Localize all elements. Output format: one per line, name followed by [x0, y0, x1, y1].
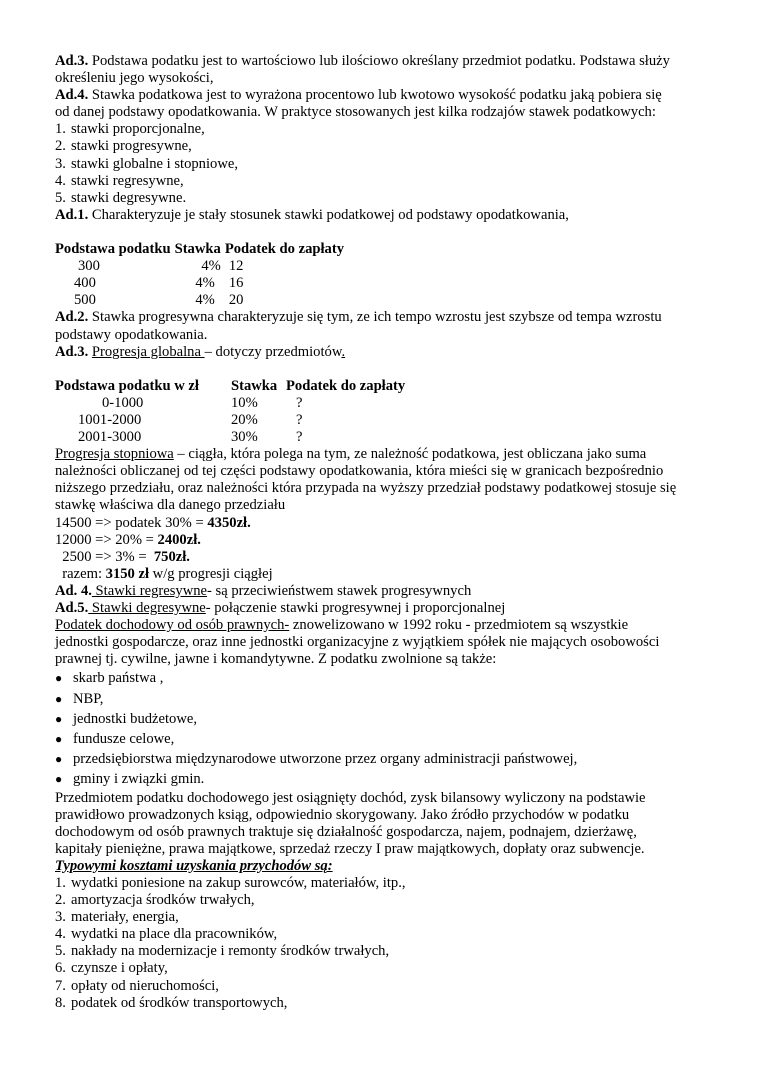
calc-line: 14500 => podatek 30% = 4350zł.	[55, 514, 251, 531]
costs-list	[55, 875, 705, 1012]
list-item: 1. wydatki poniesione na zakup surowców, materiałów, itp.,	[55, 874, 406, 891]
section-label: Ad. 4.	[55, 582, 92, 599]
section-label: Ad.3.	[55, 343, 89, 360]
ad2-line2: podstawy opodatkowania.	[55, 326, 208, 343]
ad3-line1	[55, 53, 705, 70]
section-label: Ad.4.	[55, 87, 89, 104]
term-podatek-dochodowy: Podatek dochodowy od osób prawnych-	[55, 617, 290, 634]
stopniowa-line1: Progresja stopniowa – ciągła, która polega na tym, ze należność podatkowa, jest obliczana jako suma	[55, 446, 647, 463]
term-progresja-stopniowa: Progresja stopniowa	[55, 446, 174, 463]
paragraph-text: Stawka podatkowa jest to wyrażona procentowo lub kwotowo wysokość podatku jaką pobiera się	[88, 87, 662, 104]
list-item: 4. wydatki na place dla pracowników,	[55, 926, 278, 943]
bullet-icon: ●	[55, 752, 63, 767]
list-item: 1. stawki proporcjonalne,	[55, 121, 205, 138]
section-label: Ad.5.	[55, 600, 89, 616]
bullet-icon: ●	[55, 772, 63, 787]
ad4-line1	[55, 87, 705, 104]
cit-line1: Podatek dochodowy od osób prawnych- znowelizowano w 1992 roku - przedmiotem są wszystkie	[55, 617, 629, 634]
stopniowa-line2: należności obliczanej od tej części podstawy opodatkowania, która mieści się w granicach bezpośrednio	[55, 463, 664, 480]
list-item: 6. czynsze i opłaty,	[55, 960, 168, 977]
table-header-row: Podstawa podatku Stawka Podatek do zapłaty	[55, 241, 344, 258]
paragraph-text: Podstawa podatku jest to wartościowo lub ilościowo określany przedmiot podatku. Podstawa służy	[88, 53, 670, 69]
przedmiot-line3: dochodowym od osób prawnych traktuje się działalność gospodarcza, najem, podnajem, dzierżawę,	[55, 823, 637, 840]
list-item: ● skarb państwa ,	[55, 668, 705, 688]
rate-types-list	[55, 121, 705, 206]
przedmiot-line2: prawidłowo prowadzonych ksiąg, odpowiednio skorygowany. Jako źródło przychodów w podatku	[55, 806, 630, 823]
table-row: 1001-2000 20% ?	[78, 411, 303, 428]
table-row: 0-1000 10% ?	[102, 394, 303, 411]
section-label: Ad.1.	[55, 206, 89, 223]
table-header-row: Podstawa podatku w zł Stawka Podatek do zapłaty	[55, 377, 406, 394]
bullet-icon: ●	[55, 711, 63, 726]
przedmiot-line1: Przedmiotem podatku dochodowego jest osiągnięty dochód, zysk bilansowy wyliczony na podstawie	[55, 789, 646, 806]
proportional-table	[55, 241, 344, 309]
koszty-heading: Typowymi kosztami uzyskania przychodów są:	[55, 857, 333, 874]
cit-line3: prawnej tj. cywilne, jawne i komandytywne. Z podatku zwolnione są także:	[55, 651, 497, 668]
term-progresja-globalna: Progresja globalna	[91, 343, 205, 360]
list-item: 8. podatek od środków transportowych,	[55, 994, 288, 1011]
list-item: ● fundusze celowe,	[55, 729, 705, 749]
list-item: 5. stawki degresywne.	[55, 189, 187, 206]
table-row: 300 4% 12	[78, 258, 244, 275]
list-item: ● przedsiębiorstwa międzynarodowe utworzone przez organy administracji państwowej,	[55, 749, 705, 769]
table-row: 400 4% 16	[74, 275, 244, 292]
section-label: Ad.3.	[55, 53, 89, 69]
ad3-global-line: Ad.3. Progresja globalna – dotyczy przedmiotów.	[55, 343, 346, 360]
term-stawki-degresywne: Stawki degresywne	[88, 600, 206, 616]
ad5-line: Ad.5. Stawki degresywne- połączenie stawki progresywnej i proporcjonalnej	[55, 600, 506, 616]
stopniowa-line4: stawkę właściwa dla danego przedziału	[55, 497, 286, 514]
list-item: 5. nakłady na modernizacje i remonty środków trwałych,	[55, 943, 390, 960]
ad4-line2: od danej podstawy opodatkowania. W praktyce stosowanych jest kilka rodzajów stawek podatkowych:	[55, 104, 656, 121]
list-item: 7. opłaty od nieruchomości,	[55, 977, 219, 994]
list-item: ● gminy i związki gmin.	[55, 769, 705, 789]
bullet-icon: ●	[55, 671, 63, 686]
stopniowa-line3: niższego przedziału, oraz należności która przypada na wyższy przedział podstawy podatkowej stosuje się	[55, 480, 677, 497]
document-page	[55, 53, 705, 1012]
bullet-icon: ●	[55, 691, 63, 706]
list-item: 3. materiały, energia,	[55, 909, 179, 926]
ad2-line1: Ad.2. Stawka progresywna charakteryzuje się tym, ze ich tempo wzrostu jest szybsze od tempa wzrostu	[55, 309, 662, 326]
list-item: 2. stawki progresywne,	[55, 138, 192, 155]
ad4-regresywne-line: Ad. 4. Stawki regresywne- są przeciwieństwem stawek progresywnych	[55, 582, 472, 599]
list-item: 2. amortyzacja środków trwałych,	[55, 892, 255, 909]
cit-line2: jednostki gospodarcze, oraz inne jednostki organizacyjne z wyjątkiem spółek nie mających osobowości	[55, 634, 660, 651]
list-item: ● jednostki budżetowe,	[55, 709, 705, 729]
calc-line: 12000 => 20% = 2400zł.	[55, 531, 201, 548]
progression-table	[55, 378, 405, 446]
calc-line: 2500 => 3% = 750zł.	[55, 548, 190, 565]
table-row: 500 4% 20	[74, 292, 244, 309]
przedmiot-line4: kapitały pieniężne, prawa majątkowe, sprzedaż rzeczy I praw majątkowych, dopłaty oraz subwencje.	[55, 840, 645, 857]
ad3-line2: określeniu jego wysokości,	[55, 70, 214, 87]
ad1-line: Ad.1. Charakteryzuje je stały stosunek stawki podatkowej od podstawy opodatkowania,	[55, 206, 569, 223]
section-label: Ad.2.	[55, 309, 89, 326]
bullet-icon: ●	[55, 731, 63, 746]
table-row: 2001-3000 30% ?	[78, 429, 303, 446]
list-item: 3. stawki globalne i stopniowe,	[55, 155, 238, 172]
calc-total-line: razem: 3150 zł w/g progresji ciągłej	[55, 565, 273, 582]
exempt-list	[55, 668, 705, 789]
list-item: 4. stawki regresywne,	[55, 172, 184, 189]
list-item: ● NBP,	[55, 689, 705, 709]
term-stawki-regresywne: Stawki regresywne	[91, 582, 208, 599]
